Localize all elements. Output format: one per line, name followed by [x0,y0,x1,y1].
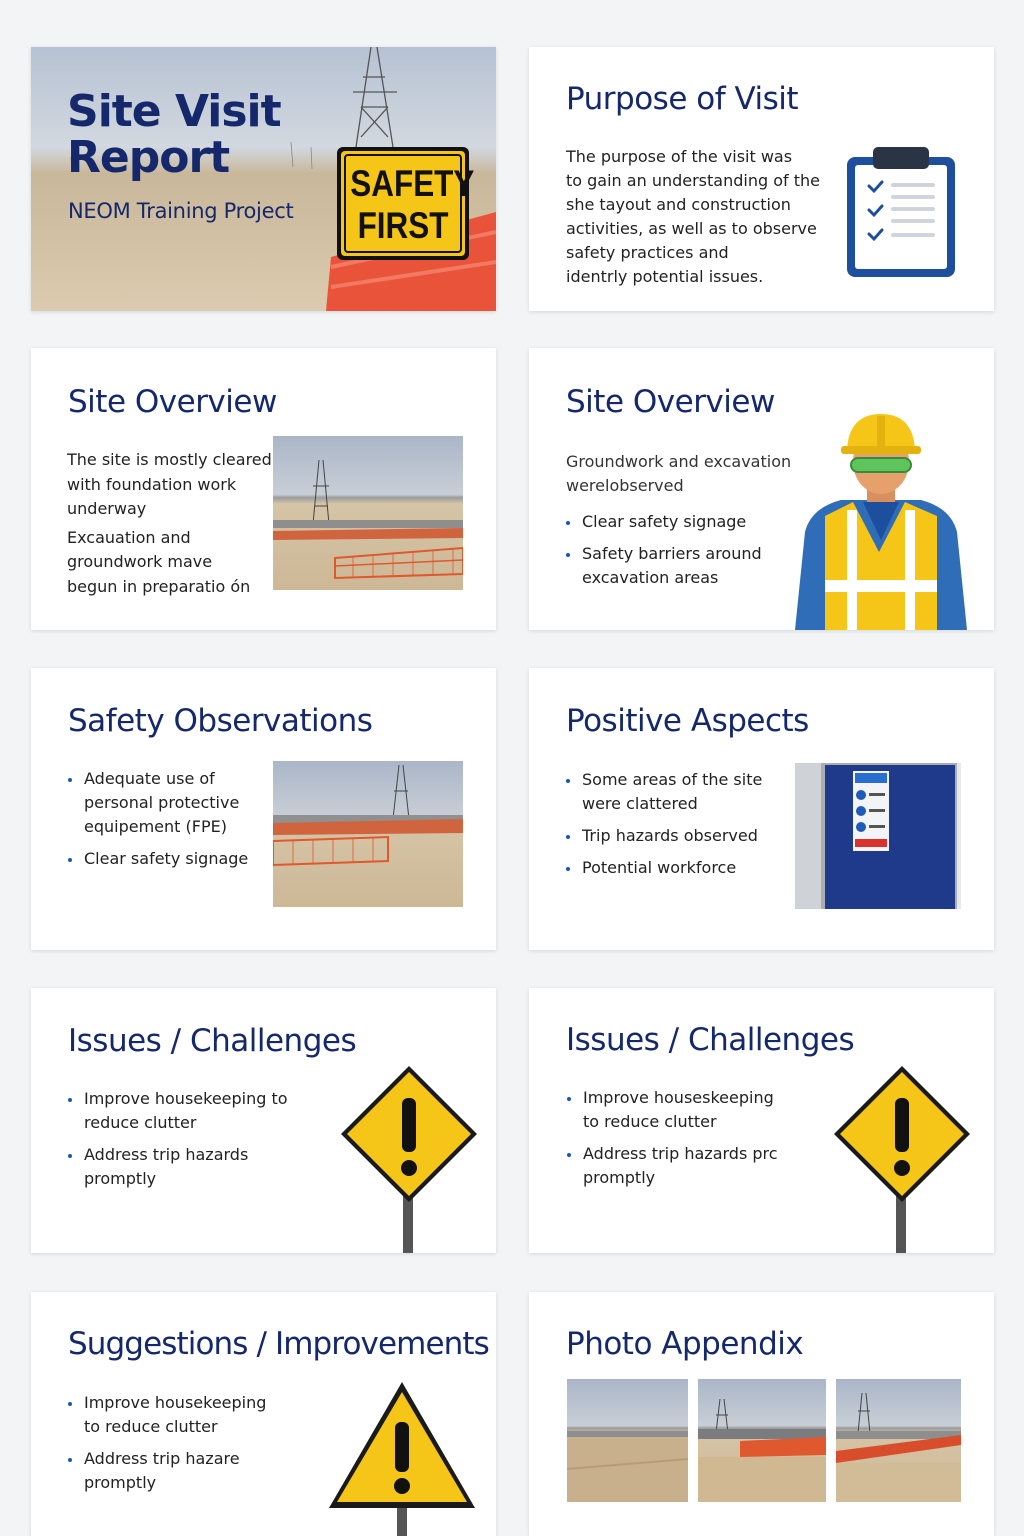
appendix-photo-2 [698,1379,826,1502]
cover-title: Site Visit Report [67,86,281,183]
site-photo [273,761,463,907]
list-item: Potential workforce [565,856,795,880]
slide-site-overview-2 [529,348,994,630]
slide-suggestions [31,1292,496,1536]
slide-positive-aspects [529,668,994,950]
list-item: Address trip hazards prc promptly [566,1142,796,1190]
clipboard-checklist-icon [845,143,965,283]
overview2-intro [566,450,816,498]
overview1-line: groundwork mave [67,552,213,571]
purpose-text [566,145,846,289]
list-item: Address trip hazare promptly [67,1447,287,1495]
purpose-line: safety practices and [566,243,729,262]
list-item: Improve housekeeping to reduce clutter [67,1391,287,1439]
issues2-title: Issues / Challenges [566,1022,855,1058]
safety-sign-line2: FIRST [357,205,449,246]
list-item: Safety barriers around excavation areas [565,542,805,590]
overview1-line: Excauation and [67,527,191,547]
slide-purpose [529,47,994,311]
appendix-photo-3 [836,1379,961,1502]
issues1-title: Issues / Challenges [68,1023,357,1059]
purpose-title: Purpose of Visit [566,81,799,117]
slide-issues-1 [31,988,496,1253]
overview1-line: underway [67,499,147,518]
purpose-line: identrly potential issues. [566,267,764,286]
overview1-line: begun in preparatio ón [67,576,251,596]
appendix-title: Photo Appendix [566,1326,804,1362]
warning-sign-icon [832,1064,972,1253]
safety-sign-line1: SAFETY [350,163,475,204]
list-item: Clear safety signage [67,847,287,871]
slide-photo-appendix [529,1292,994,1536]
slide-safety-observations [31,668,496,950]
positive-bullets [565,768,795,888]
purpose-line: activities, as well as to observe [566,219,817,238]
notice-board-icon [795,763,961,909]
warning-triangle-icon [329,1378,479,1536]
slide-site-overview-1 [31,348,496,630]
overview1-line: The site is mostly cleared [67,450,272,469]
positive-title: Positive Aspects [566,703,809,739]
slide-issues-2 [529,988,994,1253]
overview1-text [67,448,287,599]
list-item: Trip hazards observed [565,824,795,848]
list-item: Clear safety signage [565,510,805,534]
list-item: Improve housekeeping to reduce clutter [67,1087,327,1135]
overview2-title: Site Overview [566,384,775,420]
purpose-line: she tayout and construction [566,195,791,214]
appendix-photo-1 [567,1379,688,1502]
safety-sign-text [350,163,475,247]
cover-subtitle: NEOM Training Project [68,199,294,223]
purpose-line: to gain an understanding of the [566,171,820,190]
construction-worker-icon [791,412,971,630]
slide-cover [31,47,496,311]
issues2-bullets [566,1086,796,1198]
purpose-line: The purpose of the visit was [566,147,793,166]
overview1-line: with foundation work [67,474,237,494]
safety-title: Safety Observations [68,703,373,739]
issues1-bullets [67,1087,327,1199]
safety-bullets [67,767,287,879]
suggestions-bullets [67,1391,287,1503]
warning-sign-icon [339,1064,479,1253]
suggestions-title: Suggestions / Improvements [68,1326,489,1362]
overview2-intro-line: Groundwork and excavation [566,452,792,471]
overview2-bullets [565,510,805,598]
overview2-intro-line: werelobserved [566,476,684,495]
list-item: Address trip hazards promptly [67,1143,327,1191]
list-item: Adequate use of personal protective equipement (FPE) [67,767,287,839]
overview1-title: Site Overview [68,384,277,420]
list-item: Improve houseskeeping to reduce clutter [566,1086,796,1134]
site-photo [273,436,463,590]
list-item: Some areas of the site were clattered [565,768,795,816]
